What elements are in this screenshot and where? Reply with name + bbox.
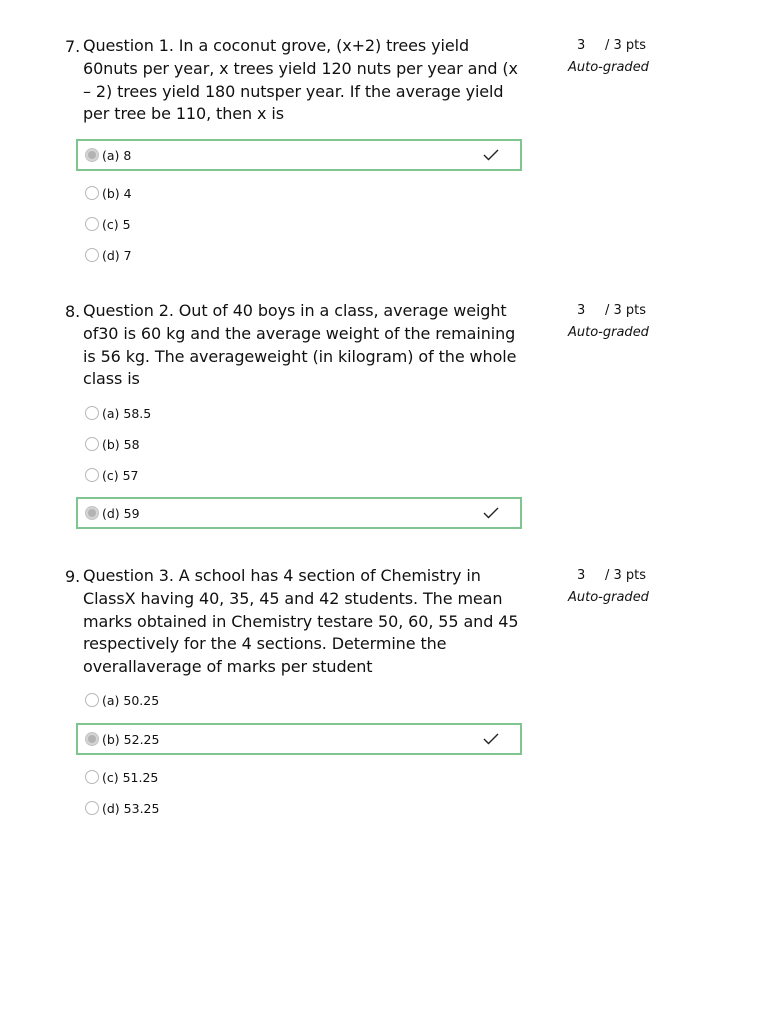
option-a[interactable] (85, 402, 151, 424)
option-label: (b) 52.25 (102, 731, 160, 747)
check-icon (483, 149, 499, 161)
radio-icon[interactable] (85, 693, 99, 707)
radio-icon[interactable] (85, 217, 99, 231)
score-max: / 3 pts (605, 303, 647, 318)
option-label: (b) 58 (102, 436, 140, 452)
check-icon (483, 507, 499, 519)
radio-icon[interactable] (85, 406, 99, 420)
option-label: (a) 58.5 (102, 405, 152, 421)
grading-mode: Auto-graded (568, 590, 649, 605)
score-value: 3 (577, 38, 586, 53)
option-label: (c) 51.25 (102, 769, 159, 785)
option-label: (d) 59 (102, 505, 140, 521)
option-label: (a) 8 (102, 147, 132, 163)
option-d[interactable] (85, 797, 159, 819)
radio-icon[interactable] (85, 770, 99, 784)
option-a[interactable] (85, 689, 159, 711)
option-d[interactable] (85, 244, 132, 266)
radio-checked-icon[interactable] (85, 506, 99, 520)
question-text: Question 2. Out of 40 boys in a class, average weight of30 is 60 kg and the average weight of the remaining is 56 kg. The averageweight (in kilogram) of the whole class is (83, 301, 517, 389)
option-d[interactable] (85, 502, 140, 524)
option-label: (c) 5 (102, 216, 131, 232)
question-number: 8. (65, 302, 81, 321)
radio-icon[interactable] (85, 468, 99, 482)
option-c[interactable] (85, 464, 139, 486)
radio-icon[interactable] (85, 801, 99, 815)
option-b[interactable] (85, 728, 159, 750)
radio-icon[interactable] (85, 437, 99, 451)
score-value: 3 (577, 303, 586, 318)
score (577, 37, 647, 55)
option-label: (d) 7 (102, 247, 132, 263)
question-number: 7. (65, 37, 81, 56)
question-number: 9. (65, 567, 81, 586)
score-max: / 3 pts (605, 568, 647, 583)
radio-icon[interactable] (85, 248, 99, 262)
option-label: (d) 53.25 (102, 800, 160, 816)
grading-mode: Auto-graded (568, 325, 649, 340)
question-text: Question 1. In a coconut grove, (x+2) trees yield 60nuts per year, x trees yield 120 nuts per year and (x – 2) trees yield 180 nutsper year. If the average yield per tree be 110, then x is (83, 36, 518, 124)
score-max: / 3 pts (605, 38, 647, 53)
radio-icon[interactable] (85, 186, 99, 200)
score (577, 302, 647, 320)
radio-checked-icon[interactable] (85, 148, 99, 162)
option-c[interactable] (85, 766, 158, 788)
option-label: (b) 4 (102, 185, 132, 201)
option-b[interactable] (85, 433, 140, 455)
radio-checked-icon[interactable] (85, 732, 99, 746)
option-label: (c) 57 (102, 467, 139, 483)
score (577, 567, 647, 585)
option-c[interactable] (85, 213, 131, 235)
selected-answer-box (76, 139, 522, 171)
option-b[interactable] (85, 182, 132, 204)
option-a[interactable] (85, 144, 131, 166)
question-text: Question 3. A school has 4 section of Chemistry in ClassX having 40, 35, 45 and 42 students. The mean marks obtained in Chemistry testare 50, 60, 55 and 45 respectively for the 4 sections. Determine the overallaverage of marks per student (83, 566, 519, 677)
score-value: 3 (577, 568, 586, 583)
grading-mode: Auto-graded (568, 60, 649, 75)
selected-answer-box (76, 497, 522, 529)
check-icon (483, 733, 499, 745)
option-label: (a) 50.25 (102, 692, 160, 708)
